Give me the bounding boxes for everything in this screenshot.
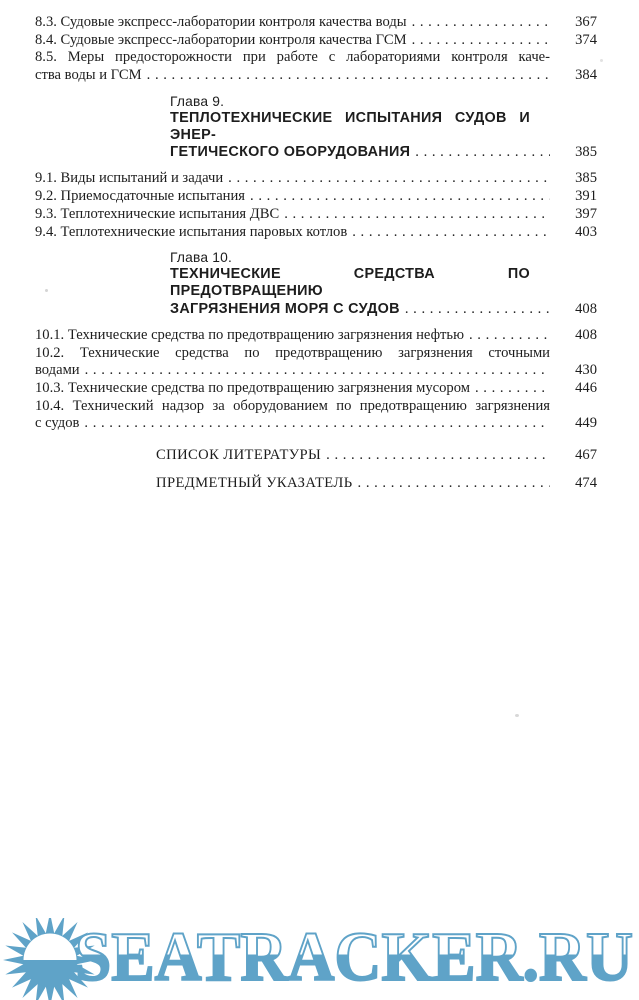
toc-entry-text: 8.3. Судовые экспресс-лаборатории контроля качества воды (35, 14, 407, 30)
page-number: 374 (575, 31, 597, 48)
dot-leader (475, 380, 550, 398)
toc-entry-bibliography (156, 447, 597, 465)
dot-leader (415, 144, 550, 161)
toc-entry (35, 49, 597, 84)
chapter-title-line: ЗАГРЯЗНЕНИЯ МОРЯ С СУДОВ (170, 300, 400, 317)
page-number: 408 (575, 300, 597, 317)
toc-entry-text: 10.1. Технические средства по предотвращению загрязнения нефтью (35, 326, 464, 343)
toc-entry-text: 8.4. Судовые экспресс-лаборатории контроля качества ГСМ (35, 31, 407, 48)
dot-leader (147, 67, 550, 85)
toc-entry-text: 9.3. Теплотехнические испытания ДВС (35, 205, 280, 222)
page-number: 474 (575, 474, 597, 491)
watermark-text-graphic (72, 920, 639, 1000)
chapter-heading-10 (170, 249, 597, 318)
dot-leader (469, 327, 550, 345)
chapter-title-line: ГЕТИЧЕСКОГО ОБОРУДОВАНИЯ (170, 144, 411, 161)
toc-entry (35, 224, 597, 242)
table-of-contents (35, 14, 597, 492)
dot-leader (358, 475, 550, 493)
toc-entry-text-wrap: 8.5. Меры предосторожности при работе с лабораториями контроля каче- (35, 49, 550, 66)
page-number: 367 (575, 14, 597, 30)
scan-speck (515, 714, 519, 717)
page-number: 467 (575, 447, 597, 464)
toc-entry (35, 170, 597, 188)
chapter-title-line: ТЕПЛОТЕХНИЧЕСКИЕ ИСПЫТАНИЯ СУДОВ И ЭНЕР- (170, 109, 530, 144)
toc-entry-subject-index (156, 475, 597, 493)
chapter-label: Глава 9. (170, 93, 225, 109)
dot-leader (412, 14, 550, 32)
dot-leader (228, 170, 550, 188)
toc-entry-text: СПИСОК ЛИТЕРАТУРЫ (156, 447, 322, 464)
toc-entry-text: 9.2. Приемосдаточные испытания (35, 188, 246, 205)
page-number: 403 (575, 223, 597, 240)
page-number: 384 (575, 67, 597, 84)
dot-leader (84, 415, 550, 433)
page-number: 391 (575, 188, 597, 205)
dot-leader (250, 188, 550, 206)
dot-leader (85, 362, 550, 380)
dot-leader (412, 32, 550, 50)
page-number: 449 (575, 415, 597, 432)
page-number: 430 (575, 362, 597, 379)
scan-speck (45, 289, 48, 292)
scan-speck (600, 59, 603, 62)
watermark (0, 916, 639, 1000)
toc-entry-text: 9.4. Теплотехнические испытания паровых котлов (35, 223, 348, 240)
toc-entry-text: ства воды и ГСМ (35, 67, 142, 84)
chapter-heading-9 (170, 93, 597, 162)
toc-entry (35, 188, 597, 206)
toc-entry-text-wrap: 10.4. Технический надзор за оборудованием по предотвращению загрязнения (35, 397, 550, 414)
toc-entry (35, 380, 597, 398)
chapter-title-line: ТЕХНИЧЕСКИЕ СРЕДСТВА ПО ПРЕДОТВРАЩЕНИЮ (170, 266, 530, 300)
toc-entry-text: водами (35, 362, 80, 379)
toc-entry (35, 206, 597, 224)
toc-entry (35, 345, 597, 380)
toc-entry (35, 398, 597, 433)
watermark-text: SEATRACKER.RU (75, 920, 633, 996)
dot-leader (405, 301, 550, 318)
toc-entry-text: ПРЕДМЕТНЫЙ УКАЗАТЕЛЬ (156, 474, 353, 491)
chapter-label: Глава 10. (170, 250, 233, 266)
page-number: 385 (575, 170, 597, 187)
page-number: 385 (575, 144, 597, 161)
toc-entry-text-wrap: 10.2. Технические средства по предотвращению загрязнения сточными (35, 344, 550, 361)
dot-leader (284, 206, 550, 224)
toc-entry-text: 10.3. Технические средства по предотвращению загрязнения мусором (35, 379, 470, 396)
toc-entry (35, 327, 597, 345)
page-number: 446 (575, 379, 597, 396)
toc-entry-text: с судов (35, 415, 80, 432)
toc-entry (35, 14, 597, 32)
toc-entry-text: 9.1. Виды испытаний и задачи (35, 170, 224, 187)
dot-leader (352, 224, 550, 242)
dot-leader (326, 447, 550, 465)
page-number: 408 (575, 326, 597, 343)
page-number: 397 (575, 205, 597, 222)
toc-entry (35, 32, 597, 50)
